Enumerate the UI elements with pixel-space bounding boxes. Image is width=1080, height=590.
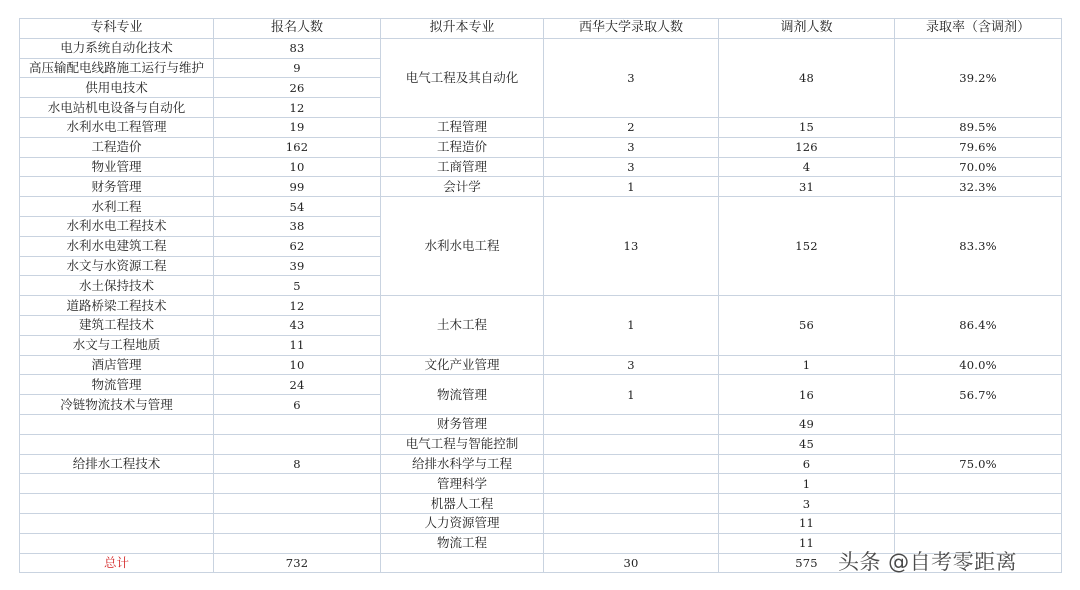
admitted-cell: 2 bbox=[544, 117, 719, 137]
zhuanke-major-cell bbox=[20, 513, 214, 533]
zhuanke-major-cell: 水土保持技术 bbox=[20, 276, 214, 296]
target-major-cell: 文化产业管理 bbox=[381, 355, 544, 375]
applicants-cell: 38 bbox=[214, 216, 381, 236]
zhuanke-major-cell: 电力系统自动化技术 bbox=[20, 38, 214, 58]
total-applicants: 732 bbox=[214, 553, 381, 573]
applicants-cell: 26 bbox=[214, 78, 381, 98]
zhuanke-major-cell: 水利水电建筑工程 bbox=[20, 236, 214, 256]
admission-rate-cell: 86.4% bbox=[895, 296, 1062, 355]
zhuanke-major-cell bbox=[20, 414, 214, 434]
applicants-cell: 162 bbox=[214, 137, 381, 157]
admitted-cell bbox=[544, 494, 719, 514]
zhuanke-major-cell: 物流管理 bbox=[20, 375, 214, 395]
table-row bbox=[20, 375, 1062, 395]
header-applicants: 报名人数 bbox=[214, 19, 381, 39]
adjusted-cell: 4 bbox=[719, 157, 895, 177]
zhuanke-major-cell: 冷链物流技术与管理 bbox=[20, 395, 214, 415]
applicants-cell bbox=[214, 494, 381, 514]
table-row bbox=[20, 137, 1062, 157]
applicants-cell: 43 bbox=[214, 315, 381, 335]
admission-rate-cell: 75.0% bbox=[895, 454, 1062, 474]
admission-rate-cell: 39.2% bbox=[895, 38, 1062, 117]
admitted-cell bbox=[544, 533, 719, 553]
table-row bbox=[20, 454, 1062, 474]
admission-rate-cell: 56.7% bbox=[895, 375, 1062, 415]
table-row bbox=[20, 157, 1062, 177]
zhuanke-major-cell: 酒店管理 bbox=[20, 355, 214, 375]
zhuanke-major-cell bbox=[20, 533, 214, 553]
applicants-cell: 12 bbox=[214, 98, 381, 118]
adjusted-cell: 56 bbox=[719, 296, 895, 355]
admitted-cell: 1 bbox=[544, 296, 719, 355]
target-major-cell: 工程造价 bbox=[381, 137, 544, 157]
applicants-cell bbox=[214, 513, 381, 533]
admitted-cell bbox=[544, 513, 719, 533]
target-major-cell: 电气工程与智能控制 bbox=[381, 434, 544, 454]
applicants-cell: 10 bbox=[214, 355, 381, 375]
admission-table-sheet bbox=[19, 18, 1062, 573]
applicants-cell: 9 bbox=[214, 58, 381, 78]
applicants-cell: 24 bbox=[214, 375, 381, 395]
adjusted-cell: 15 bbox=[719, 117, 895, 137]
target-major-cell: 电气工程及其自动化 bbox=[381, 38, 544, 117]
target-major-cell: 财务管理 bbox=[381, 414, 544, 434]
applicants-cell: 8 bbox=[214, 454, 381, 474]
header-adjusted: 调剂人数 bbox=[719, 19, 895, 39]
table-row bbox=[20, 434, 1062, 454]
admission-rate-cell: 40.0% bbox=[895, 355, 1062, 375]
admitted-cell: 13 bbox=[544, 197, 719, 296]
admitted-cell: 1 bbox=[544, 177, 719, 197]
header-admission-rate: 录取率（含调剂） bbox=[895, 19, 1062, 39]
target-major-cell: 土木工程 bbox=[381, 296, 544, 355]
admission-rate-cell bbox=[895, 494, 1062, 514]
admission-rate-cell: 32.3% bbox=[895, 177, 1062, 197]
applicants-cell: 11 bbox=[214, 335, 381, 355]
zhuanke-major-cell: 高压输配电线路施工运行与维护 bbox=[20, 58, 214, 78]
adjusted-cell: 1 bbox=[719, 355, 895, 375]
zhuanke-major-cell bbox=[20, 434, 214, 454]
header-xihua-admitted: 西华大学录取人数 bbox=[544, 19, 719, 39]
total-target-major-empty bbox=[381, 553, 544, 573]
target-major-cell: 物流管理 bbox=[381, 375, 544, 415]
header-row bbox=[20, 19, 1062, 39]
adjusted-cell: 45 bbox=[719, 434, 895, 454]
header-zhuanke-major: 专科专业 bbox=[20, 19, 214, 39]
admitted-cell: 3 bbox=[544, 157, 719, 177]
admission-rate-cell bbox=[895, 414, 1062, 434]
adjusted-cell: 126 bbox=[719, 137, 895, 157]
admission-table bbox=[19, 18, 1062, 573]
admitted-cell: 3 bbox=[544, 38, 719, 117]
target-major-cell: 水利水电工程 bbox=[381, 197, 544, 296]
table-row bbox=[20, 117, 1062, 137]
adjusted-cell: 11 bbox=[719, 533, 895, 553]
applicants-cell: 62 bbox=[214, 236, 381, 256]
adjusted-cell: 48 bbox=[719, 38, 895, 117]
zhuanke-major-cell: 建筑工程技术 bbox=[20, 315, 214, 335]
zhuanke-major-cell: 水利水电工程管理 bbox=[20, 117, 214, 137]
total-admitted: 30 bbox=[544, 553, 719, 573]
applicants-cell: 99 bbox=[214, 177, 381, 197]
total-adjusted: 575 bbox=[719, 553, 895, 573]
zhuanke-major-cell: 物业管理 bbox=[20, 157, 214, 177]
zhuanke-major-cell: 水利水电工程技术 bbox=[20, 216, 214, 236]
applicants-cell: 54 bbox=[214, 197, 381, 217]
zhuanke-major-cell bbox=[20, 474, 214, 494]
adjusted-cell: 152 bbox=[719, 197, 895, 296]
adjusted-cell: 3 bbox=[719, 494, 895, 514]
zhuanke-major-cell: 水文与水资源工程 bbox=[20, 256, 214, 276]
applicants-cell bbox=[214, 533, 381, 553]
applicants-cell: 39 bbox=[214, 256, 381, 276]
adjusted-cell: 1 bbox=[719, 474, 895, 494]
zhuanke-major-cell: 供用电技术 bbox=[20, 78, 214, 98]
admission-rate-cell: 83.3% bbox=[895, 197, 1062, 296]
applicants-cell: 10 bbox=[214, 157, 381, 177]
target-major-cell: 工商管理 bbox=[381, 157, 544, 177]
applicants-cell: 6 bbox=[214, 395, 381, 415]
zhuanke-major-cell: 道路桥梁工程技术 bbox=[20, 296, 214, 316]
zhuanke-major-cell: 工程造价 bbox=[20, 137, 214, 157]
adjusted-cell: 49 bbox=[719, 414, 895, 434]
table-row bbox=[20, 513, 1062, 533]
applicants-cell: 83 bbox=[214, 38, 381, 58]
admitted-cell: 3 bbox=[544, 355, 719, 375]
target-major-cell: 管理科学 bbox=[381, 474, 544, 494]
watermark: 头条 @自考零距离 bbox=[838, 550, 1018, 574]
target-major-cell: 物流工程 bbox=[381, 533, 544, 553]
admitted-cell bbox=[544, 474, 719, 494]
target-major-cell: 给排水科学与工程 bbox=[381, 454, 544, 474]
zhuanke-major-cell: 水文与工程地质 bbox=[20, 335, 214, 355]
applicants-cell bbox=[214, 474, 381, 494]
target-major-cell: 会计学 bbox=[381, 177, 544, 197]
applicants-cell bbox=[214, 434, 381, 454]
target-major-cell: 工程管理 bbox=[381, 117, 544, 137]
table-row bbox=[20, 414, 1062, 434]
table-row bbox=[20, 197, 1062, 217]
admitted-cell: 3 bbox=[544, 137, 719, 157]
admission-rate-cell bbox=[895, 513, 1062, 533]
adjusted-cell: 11 bbox=[719, 513, 895, 533]
zhuanke-major-cell bbox=[20, 494, 214, 514]
table-row bbox=[20, 38, 1062, 58]
table-row bbox=[20, 494, 1062, 514]
admission-rate-cell: 79.6% bbox=[895, 137, 1062, 157]
admission-rate-cell: 70.0% bbox=[895, 157, 1062, 177]
admitted-cell bbox=[544, 434, 719, 454]
header-target-major: 拟升本专业 bbox=[381, 19, 544, 39]
table-row bbox=[20, 355, 1062, 375]
total-label: 总计 bbox=[20, 553, 214, 573]
table-row bbox=[20, 296, 1062, 316]
target-major-cell: 机器人工程 bbox=[381, 494, 544, 514]
adjusted-cell: 16 bbox=[719, 375, 895, 415]
zhuanke-major-cell: 给排水工程技术 bbox=[20, 454, 214, 474]
admitted-cell bbox=[544, 454, 719, 474]
zhuanke-major-cell: 水利工程 bbox=[20, 197, 214, 217]
admitted-cell bbox=[544, 414, 719, 434]
applicants-cell bbox=[214, 414, 381, 434]
applicants-cell: 5 bbox=[214, 276, 381, 296]
target-major-cell: 人力资源管理 bbox=[381, 513, 544, 533]
zhuanke-major-cell: 财务管理 bbox=[20, 177, 214, 197]
admission-rate-cell: 89.5% bbox=[895, 117, 1062, 137]
adjusted-cell: 6 bbox=[719, 454, 895, 474]
admission-rate-cell bbox=[895, 474, 1062, 494]
admitted-cell: 1 bbox=[544, 375, 719, 415]
adjusted-cell: 31 bbox=[719, 177, 895, 197]
applicants-cell: 12 bbox=[214, 296, 381, 316]
admission-rate-cell bbox=[895, 434, 1062, 454]
table-row bbox=[20, 177, 1062, 197]
zhuanke-major-cell: 水电站机电设备与自动化 bbox=[20, 98, 214, 118]
applicants-cell: 19 bbox=[214, 117, 381, 137]
table-row bbox=[20, 474, 1062, 494]
